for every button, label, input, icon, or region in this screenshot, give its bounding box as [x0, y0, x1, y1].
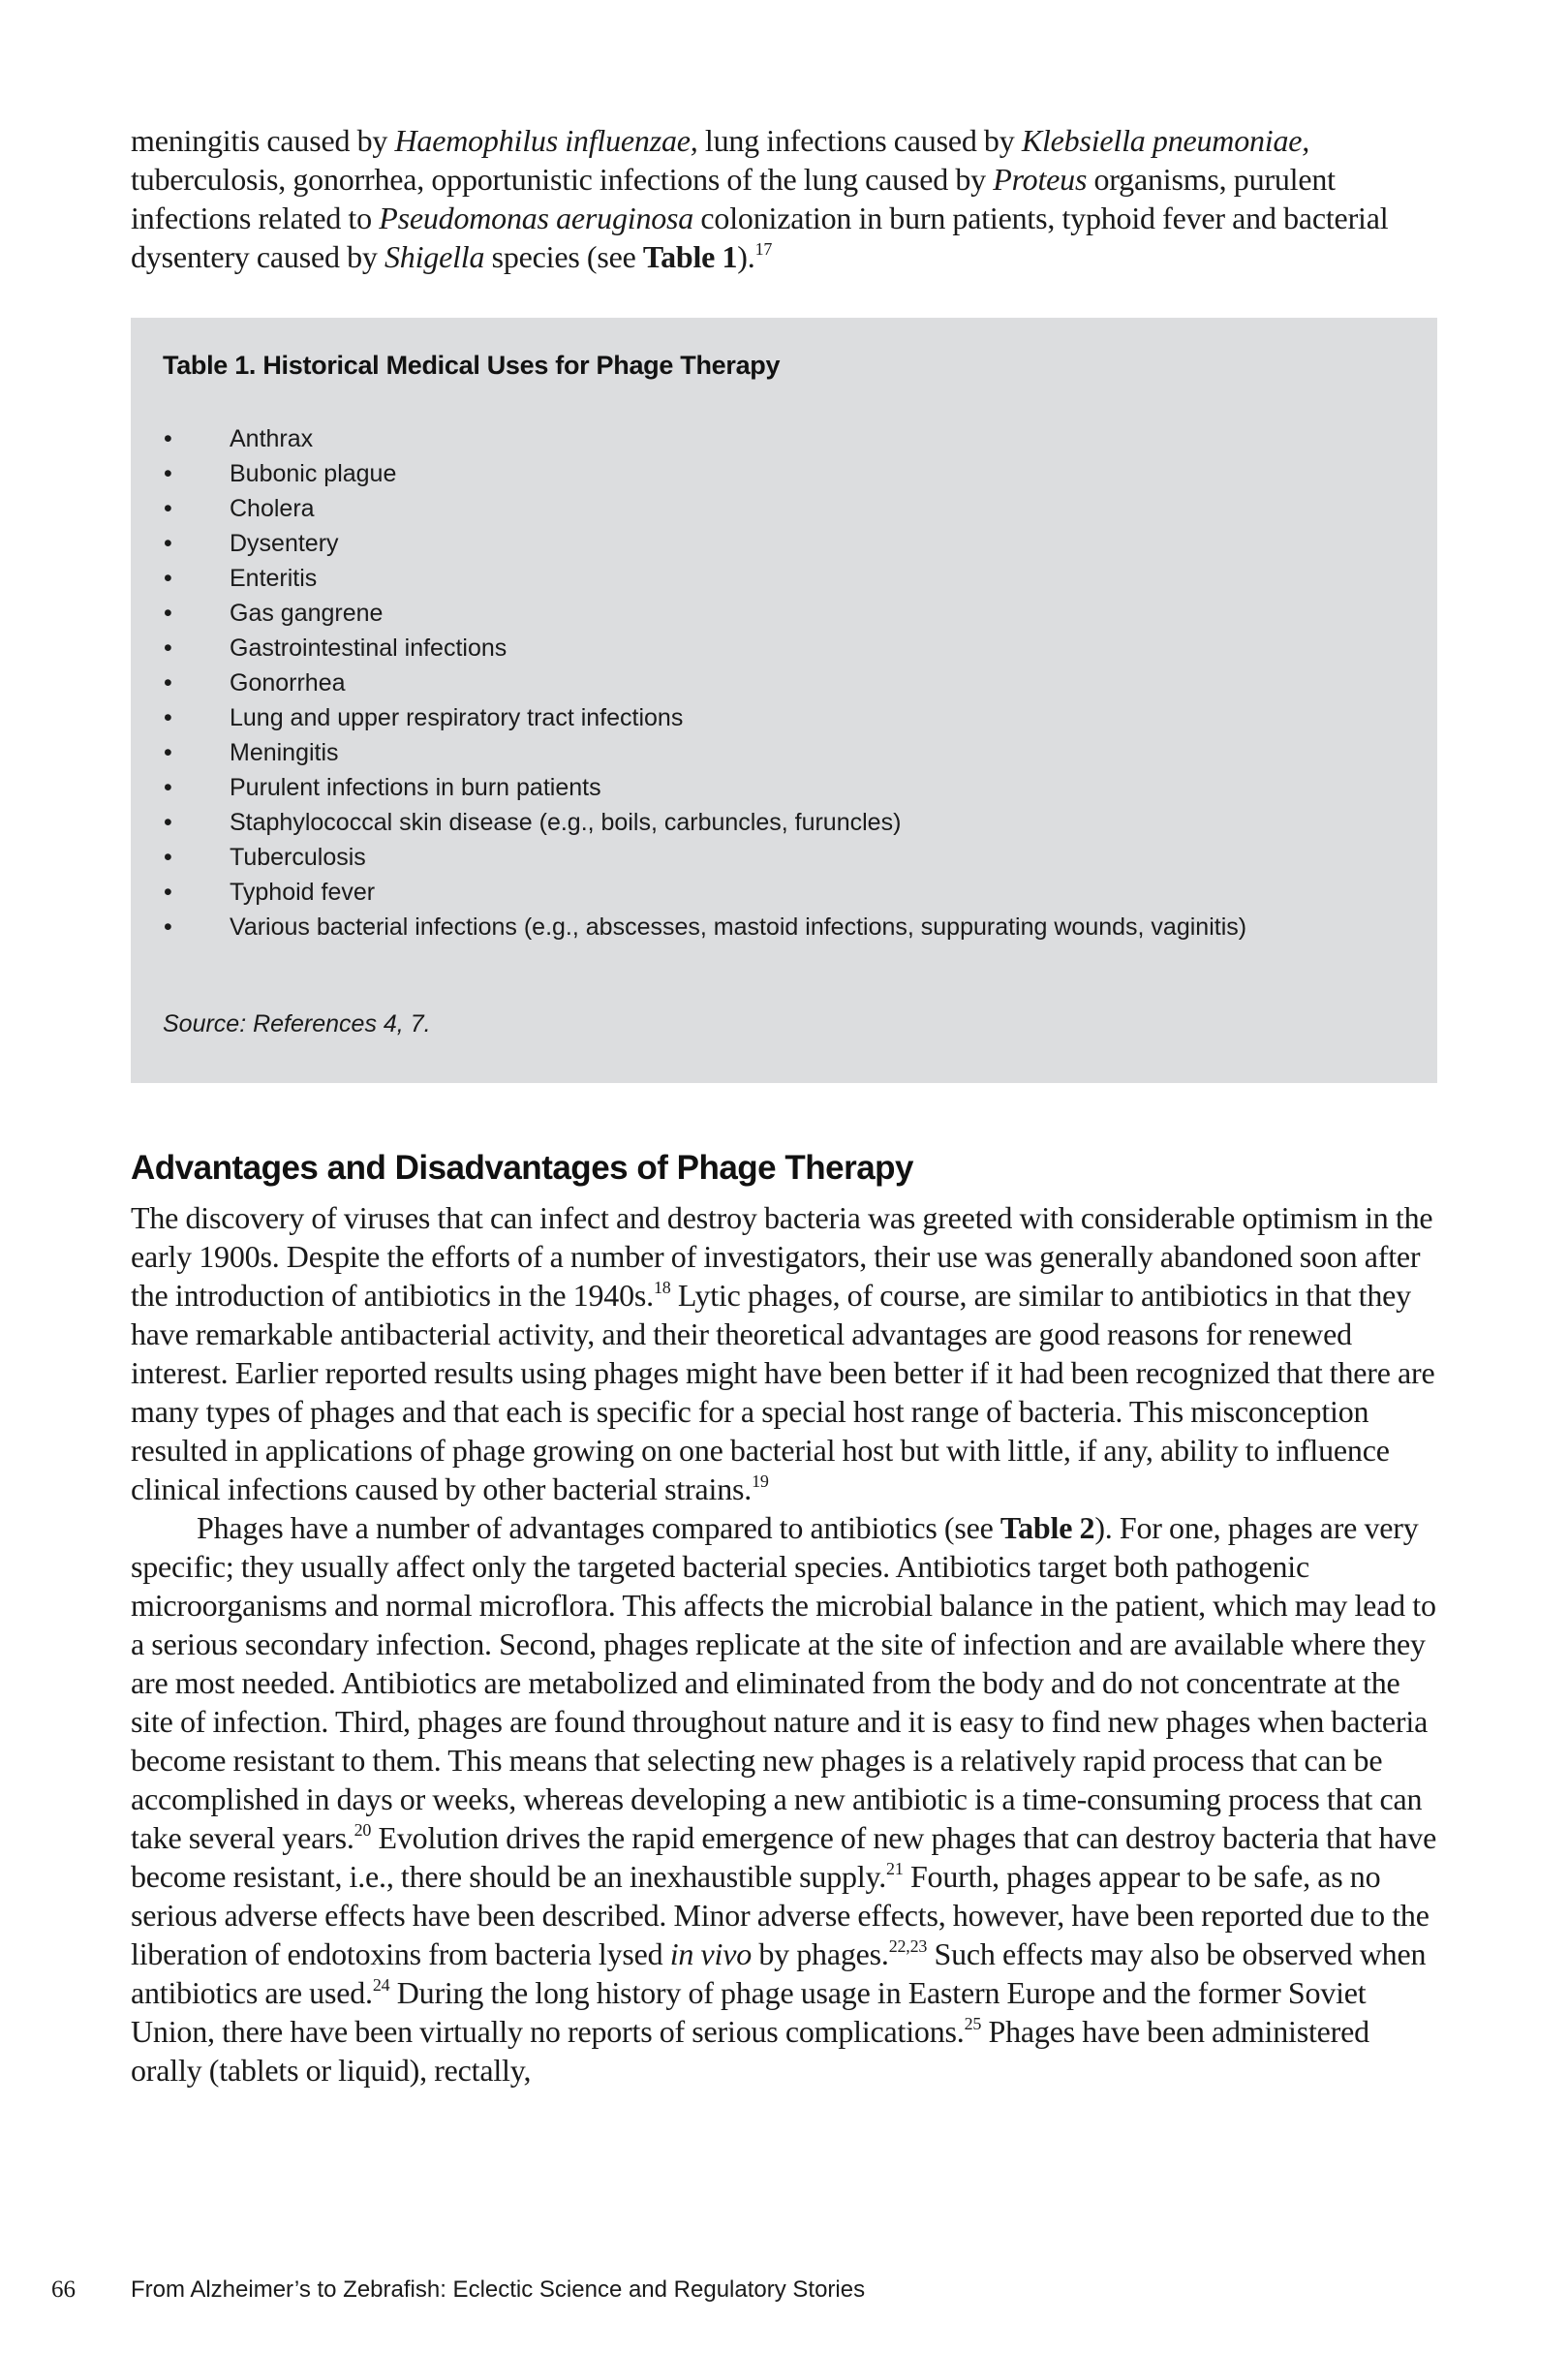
bullet-icon: • — [164, 809, 172, 836]
list-item-text: Bubonic plague — [230, 460, 397, 487]
citation-superscript: 17 — [754, 239, 773, 259]
citation-superscript: 21 — [886, 1859, 904, 1878]
list-item-text: Staphylococcal skin disease (e.g., boils, carbuncles, furuncles) — [230, 809, 902, 836]
table-1-list-item — [131, 700, 1437, 735]
book-title: From Alzheimer’s to Zebrafish: Eclectic Science and Regulatory Stories — [131, 2276, 866, 2303]
table-1-list-item — [131, 421, 1437, 456]
text-run: colonization in burn patients, typhoid fever and bacterial dysentery caused by — [131, 201, 1389, 274]
bullet-icon: • — [164, 495, 172, 522]
table-1-list-item — [131, 666, 1437, 700]
citation-superscript: 22,23 — [888, 1936, 928, 1956]
list-item-text: Dysentery — [230, 530, 339, 557]
table-1-list-item — [131, 561, 1437, 596]
italic-text: Shigella — [384, 239, 485, 274]
bullet-icon: • — [164, 530, 172, 557]
italic-text: in vivo — [669, 1936, 753, 1971]
table-1-list-item — [131, 491, 1437, 526]
text-run: organisms, purulent infections related to — [131, 162, 1336, 235]
text-run: Fourth, phages appear to be safe, as no serious adverse effects have been described. Minor adverse effects, however, have been reported due to the liberation of endotoxins from bacteria lysed — [131, 1859, 1430, 1971]
text-run: ). — [737, 239, 755, 274]
bullet-icon: • — [164, 879, 172, 906]
bullet-icon: • — [164, 460, 172, 487]
text-run: by phages. — [752, 1936, 889, 1971]
citation-superscript: 18 — [653, 1278, 671, 1297]
italic-text: Haemophilus influenzae, — [394, 123, 698, 158]
italic-text: Klebsiella pneumoniae, — [1021, 123, 1310, 158]
table-1-list-item — [131, 631, 1437, 666]
list-item-text: Lung and upper respiratory tract infections — [230, 704, 684, 731]
text-run: Phages have been administered orally (tablets or liquid), rectally, — [131, 2014, 1369, 2088]
table-1-list-item — [131, 770, 1437, 805]
bullet-icon: • — [164, 635, 172, 662]
bold-reference: Table 1 — [642, 239, 738, 274]
italic-text: Pseudomonas aeruginosa — [379, 201, 694, 235]
table-1-list-item — [131, 456, 1437, 491]
table-1-list-item — [131, 526, 1437, 561]
list-item-text: Anthrax — [230, 425, 314, 452]
text-run: lung infections caused by — [697, 123, 1022, 158]
text-run: ). For one, phages are very specific; they usually affect only the targeted bacterial species. Antibiotics target both pathogenic microorganisms and normal microflora. This affects the microbial balance in the patient, which may lead to a serious secondary infection. Second, phages replicate at the site of infection and are available where they are most needed. Antibiotics are metabolized and eliminated from the body and do not concentrate at the site of infection. Third, phages are found throughout nature and it is easy to find new phages when bacteria become resistant to them. This means that selecting new phages is a relatively rapid process that can be accomplished in days or weeks, whereas developing a new antibiotic is a time-consuming process that can take several years. — [131, 1510, 1436, 1855]
list-item-text: Tuberculosis — [230, 844, 366, 871]
citation-superscript: 25 — [964, 2014, 982, 2033]
citation-superscript: 20 — [354, 1820, 372, 1840]
page-number: 66 — [51, 2276, 76, 2303]
table-1-list — [131, 421, 1437, 944]
body-paragraph — [131, 1198, 1438, 1508]
table-1-source: Source: References 4, 7. — [163, 1010, 431, 1037]
table-1-list-item — [131, 735, 1437, 770]
bullet-icon: • — [164, 704, 172, 731]
text-run: meningitis caused by — [131, 123, 395, 158]
bullet-icon: • — [164, 425, 172, 452]
bold-reference: Table 2 — [999, 1510, 1095, 1545]
intro-paragraph — [131, 121, 1438, 276]
text-run: The discovery of viruses that can infect and destroy bacteria was greeted with considerable optimism in the early 1900s. Despite the efforts of a number of investigators, their use was generally abandoned soon after the introduction of antibiotics in the 1940s. — [131, 1200, 1433, 1313]
bullet-icon: • — [164, 565, 172, 592]
citation-superscript: 19 — [752, 1471, 769, 1491]
list-item-text: Gas gangrene — [230, 600, 384, 627]
body-paragraph — [131, 1508, 1438, 2090]
list-item-text: Meningitis — [230, 739, 339, 766]
list-item-text: Various bacterial infections (e.g., abscesses, mastoid infections, suppurating wounds, vaginitis) — [230, 913, 1247, 941]
section-heading: Advantages and Disadvantages of Phage Therapy — [131, 1149, 914, 1187]
table-1-list-item — [131, 805, 1437, 840]
bullet-icon: • — [164, 669, 172, 697]
table-1-box — [131, 318, 1437, 1083]
list-item-text: Enteritis — [230, 565, 318, 592]
intro-paragraph-block — [131, 121, 1438, 276]
table-1-list-item — [131, 840, 1437, 875]
italic-text: Proteus — [993, 162, 1088, 197]
list-item-text: Purulent infections in burn patients — [230, 774, 601, 801]
table-1-title: Table 1. Historical Medical Uses for Phage Therapy — [163, 351, 781, 380]
text-run: Phages have a number of advantages compared to antibiotics (see — [197, 1510, 1000, 1545]
text-run: tuberculosis, gonorrhea, opportunistic infections of the lung caused by — [131, 162, 994, 197]
bullet-icon: • — [164, 739, 172, 766]
table-1-list-item — [131, 875, 1437, 910]
list-item-text: Gastrointestinal infections — [230, 635, 507, 662]
text-run: Lytic phages, of course, are similar to antibiotics in that they have remarkable antibacterial activity, and their theoretical advantages are good reasons for renewed interest. Earlier reported results using phages might have been better if it had been recognized that there are many types of phages and that each is specific for a special host range of bacteria. This misconception resulted in applications of phage growing on one bacterial host but with little, if any, ability to influence clinical infections caused by other bacterial strains. — [131, 1278, 1435, 1506]
bullet-icon: • — [164, 774, 172, 801]
text-run: During the long history of phage usage in Eastern Europe and the former Soviet Union, there have been virtually no reports of serious complications. — [131, 1975, 1367, 2049]
list-item-text: Gonorrhea — [230, 669, 346, 697]
list-item-text: Cholera — [230, 495, 315, 522]
text-run: Evolution drives the rapid emergence of new phages that can destroy bacteria that have become resistant, i.e., there should be an inexhaustible supply. — [131, 1820, 1437, 1894]
bullet-icon: • — [164, 600, 172, 627]
list-item-text: Typhoid fever — [230, 879, 376, 906]
citation-superscript: 24 — [372, 1975, 390, 1995]
bullet-icon: • — [164, 913, 172, 941]
section-body — [131, 1198, 1438, 2090]
table-1-list-item — [131, 596, 1437, 631]
text-run: species (see — [484, 239, 643, 274]
bullet-icon: • — [164, 844, 172, 871]
text-run: Such effects may also be observed when antibiotics are used. — [131, 1936, 1427, 2010]
table-1-list-item — [131, 910, 1437, 944]
